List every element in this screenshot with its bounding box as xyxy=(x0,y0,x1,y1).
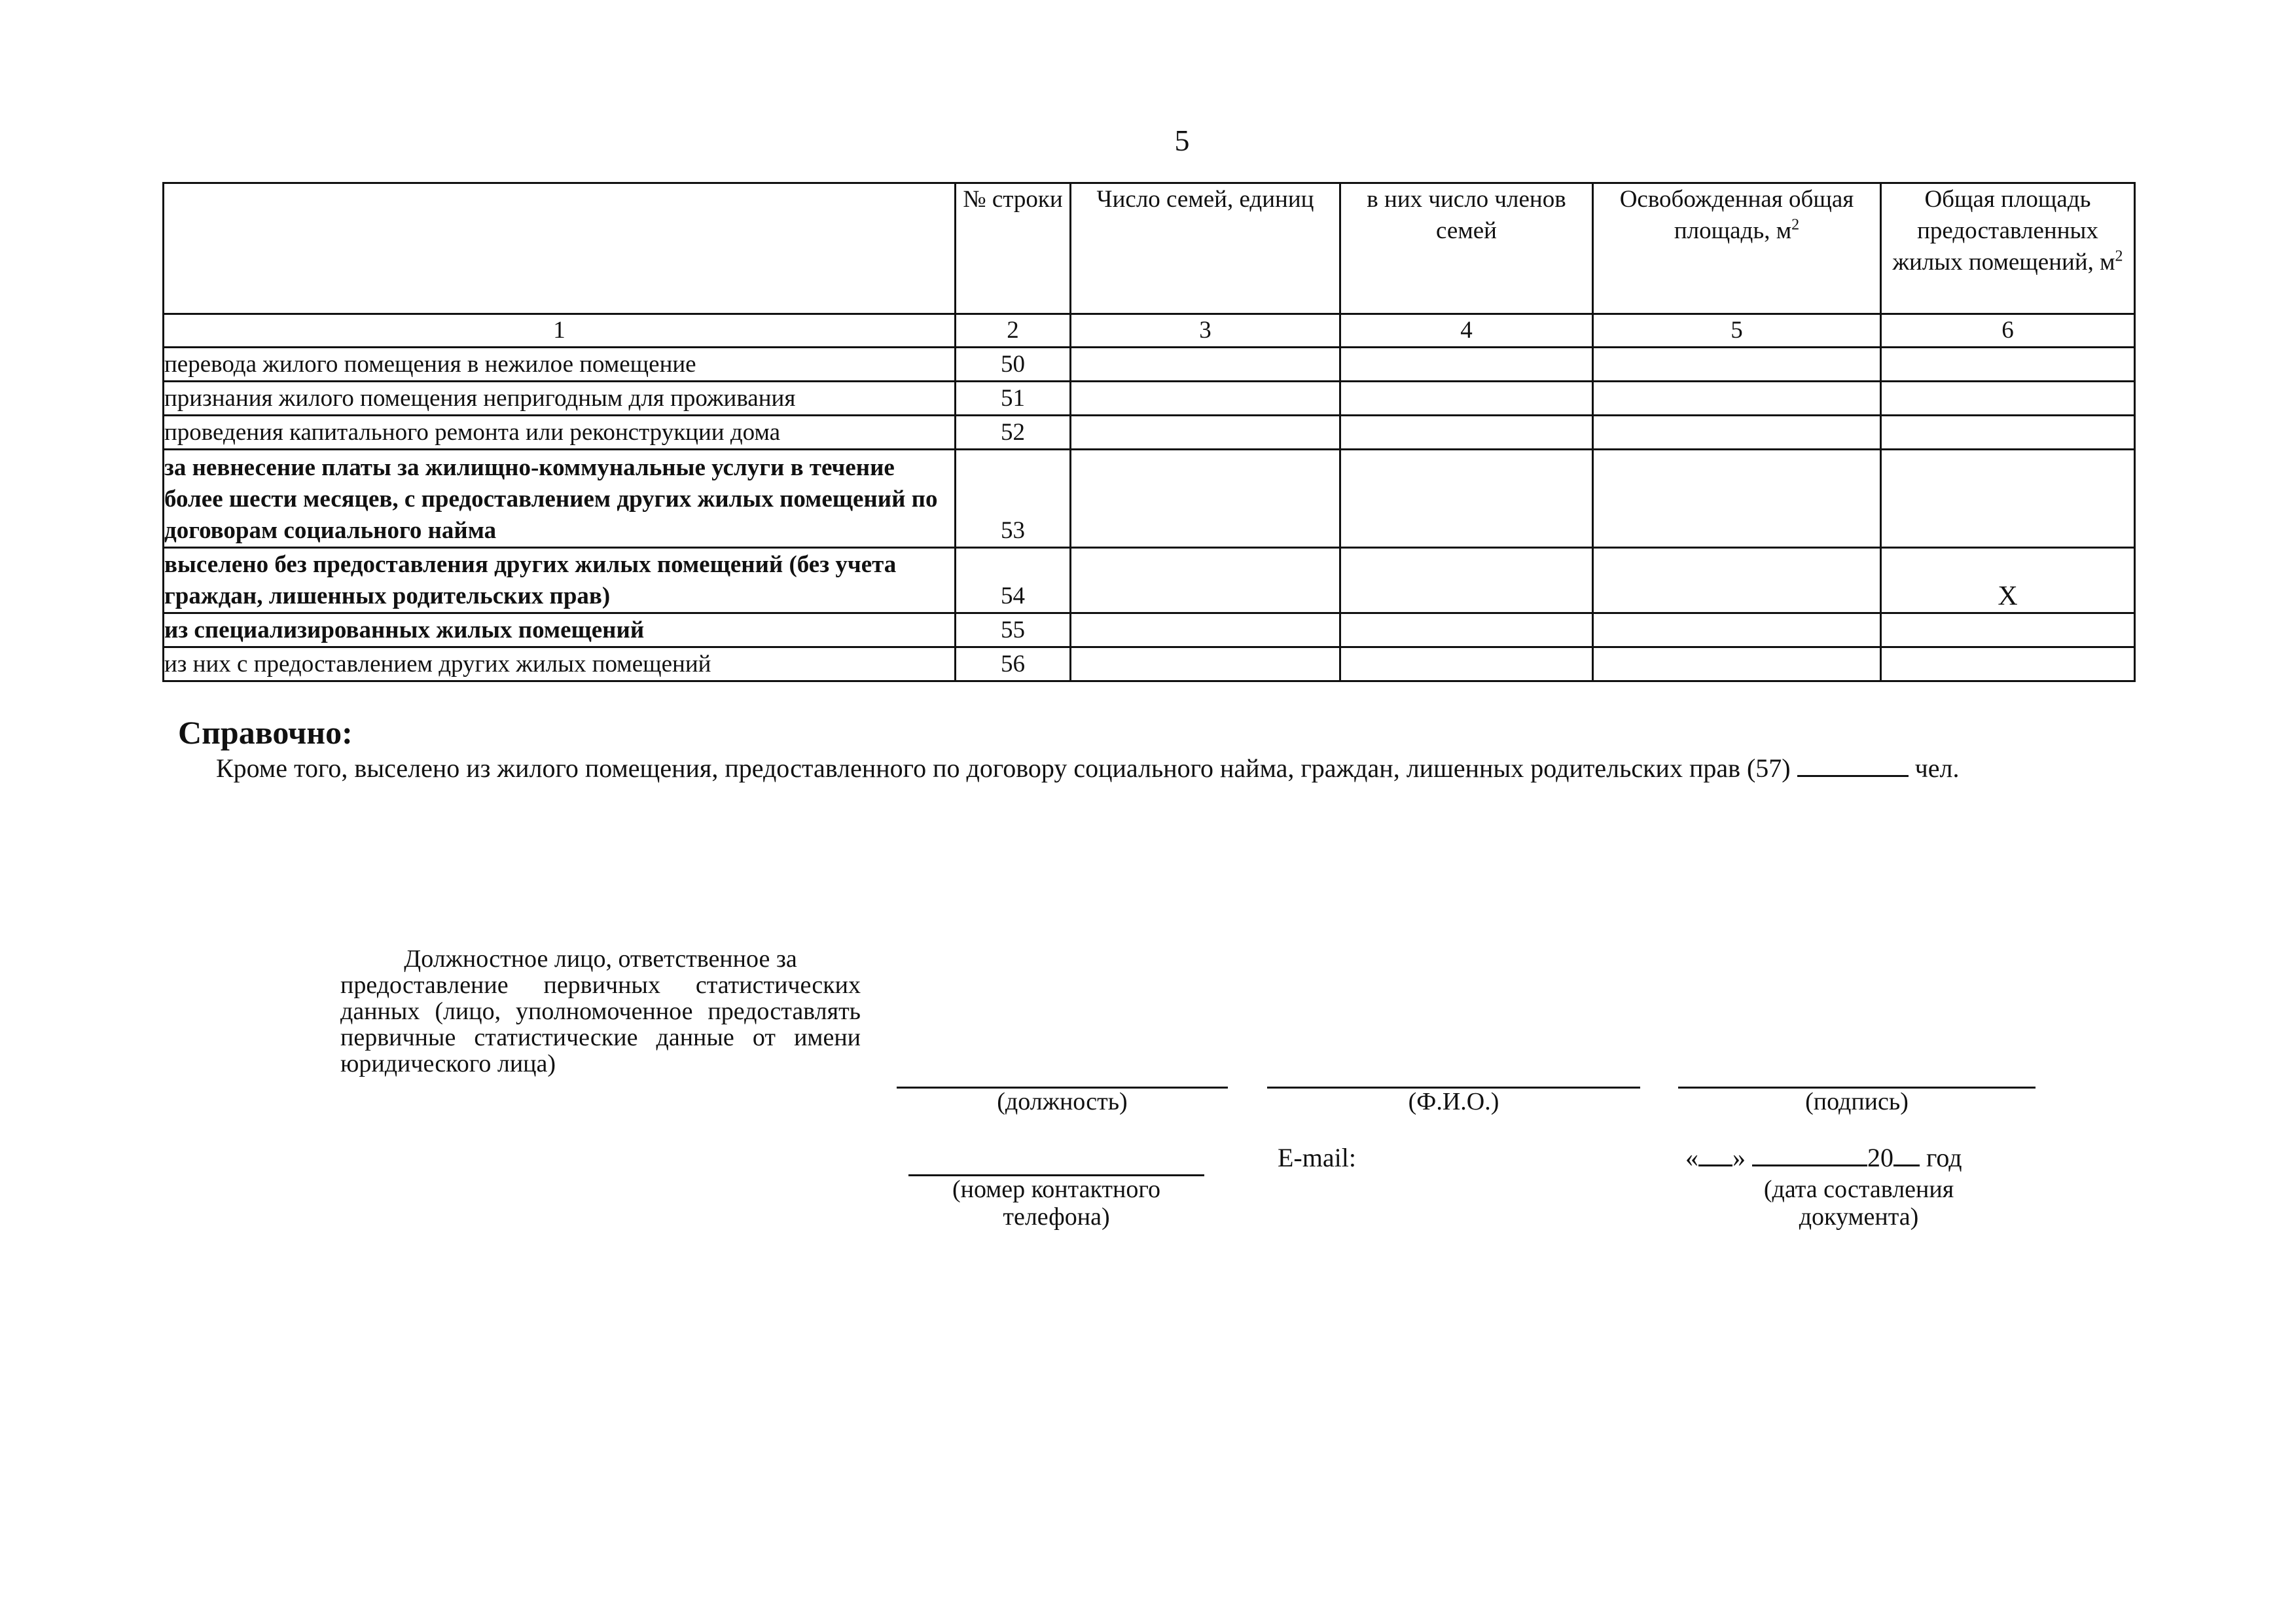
value-cell[interactable] xyxy=(1071,348,1340,382)
housing-eviction-table xyxy=(162,182,2136,682)
page-number: 5 xyxy=(1174,124,1190,157)
row-number: 50 xyxy=(956,348,1071,382)
value-cell[interactable] xyxy=(1071,613,1340,647)
row-number: 53 xyxy=(956,450,1071,548)
header-row-number: № строки xyxy=(956,183,1071,314)
table-row xyxy=(164,647,2135,681)
table-row xyxy=(164,416,2135,450)
value-cell[interactable] xyxy=(1881,348,2135,382)
value-cell[interactable] xyxy=(1881,613,2135,647)
table-row xyxy=(164,548,2135,613)
column-number: 2 xyxy=(956,314,1071,348)
deprived-parents-count-field[interactable] xyxy=(1797,753,1909,777)
value-cell[interactable] xyxy=(1881,382,2135,416)
value-cell[interactable] xyxy=(1340,450,1593,548)
header-family-members: в них число членов семей xyxy=(1340,183,1593,314)
table-row xyxy=(164,613,2135,647)
table-row xyxy=(164,450,2135,548)
column-number: 3 xyxy=(1071,314,1340,348)
value-cell[interactable] xyxy=(1071,450,1340,548)
header-provided-area-sup: 2 xyxy=(2115,247,2123,265)
date-open-quote: « xyxy=(1685,1143,1698,1172)
email-field xyxy=(1278,1142,1356,1173)
value-cell[interactable] xyxy=(1071,416,1340,450)
date-year-prefix: 20 xyxy=(1867,1143,1893,1172)
not-applicable-mark: X xyxy=(1881,548,2135,613)
row-label: проведения капитального ремонта или реконструкции дома xyxy=(164,416,956,450)
date-caption: (дата составления документа) xyxy=(1763,1176,1954,1231)
column-number: 1 xyxy=(164,314,956,348)
row-label: выселено без предоставления других жилых помещений (без учета граждан, лишенных родительских прав) xyxy=(164,548,956,613)
position-caption: (должность) xyxy=(997,1088,1128,1115)
header-provided-area-text: Общая площадь предоставленных жилых помещений, м xyxy=(1892,186,2115,276)
value-cell[interactable] xyxy=(1593,450,1881,548)
email-label: E-mail: xyxy=(1278,1143,1356,1172)
value-cell[interactable] xyxy=(1593,348,1881,382)
column-number-row xyxy=(164,314,2135,348)
header-families-count: Число семей, единиц xyxy=(1071,183,1340,314)
header-freed-area xyxy=(1593,183,1881,314)
header-freed-area-text: Освобожденная общая площадь, м xyxy=(1619,186,1854,244)
column-number: 6 xyxy=(1881,314,2135,348)
value-cell[interactable] xyxy=(1593,548,1881,613)
value-cell[interactable] xyxy=(1340,613,1593,647)
official-first-line: Должностное лицо, ответственное за xyxy=(404,945,797,973)
table-row xyxy=(164,348,2135,382)
reference-title: Справочно: xyxy=(178,714,353,751)
table-row xyxy=(164,382,2135,416)
header-col-1 xyxy=(164,183,956,314)
official-description xyxy=(340,946,861,1077)
fio-caption: (Ф.И.О.) xyxy=(1408,1088,1499,1115)
value-cell[interactable] xyxy=(1593,613,1881,647)
value-cell[interactable] xyxy=(1340,647,1593,681)
date-close-quote: » xyxy=(1732,1143,1746,1172)
value-cell[interactable] xyxy=(1881,450,2135,548)
row-label: перевода жилого помещения в нежилое помещение xyxy=(164,348,956,382)
header-freed-area-sup: 2 xyxy=(1791,216,1800,234)
value-cell[interactable] xyxy=(1340,548,1593,613)
value-cell[interactable] xyxy=(1881,416,2135,450)
row-number: 51 xyxy=(956,382,1071,416)
value-cell[interactable] xyxy=(1593,647,1881,681)
date-year-suffix: год xyxy=(1926,1143,1962,1172)
header-provided-area xyxy=(1881,183,2135,314)
value-cell[interactable] xyxy=(1340,348,1593,382)
row-number: 54 xyxy=(956,548,1071,613)
value-cell[interactable] xyxy=(1593,382,1881,416)
reference-text-before: Кроме того, выселено из жилого помещения, предоставленного по договору социального найма, граждан, лишенных родительских прав (57) xyxy=(216,753,1791,783)
column-number: 5 xyxy=(1593,314,1881,348)
row-number: 56 xyxy=(956,647,1071,681)
value-cell[interactable] xyxy=(1071,548,1340,613)
value-cell[interactable] xyxy=(1593,416,1881,450)
date-field xyxy=(1685,1142,1962,1173)
phone-caption: (номер контактного телефона) xyxy=(952,1176,1161,1231)
reference-text-after: чел. xyxy=(1914,753,1960,783)
column-number: 4 xyxy=(1340,314,1593,348)
date-month-line[interactable] xyxy=(1752,1142,1867,1166)
row-label: из специализированных жилых помещений xyxy=(164,613,956,647)
date-day-line[interactable] xyxy=(1698,1142,1732,1166)
table-header-row xyxy=(164,183,2135,314)
row-number: 52 xyxy=(956,416,1071,450)
official-rest: предоставление первичных статистических данных (лицо, уполномоченное предоставлять первичные статистические данные от имени юридического лица) xyxy=(340,971,861,1077)
value-cell[interactable] xyxy=(1881,647,2135,681)
value-cell[interactable] xyxy=(1071,382,1340,416)
row-label: из них с предоставлением других жилых помещений xyxy=(164,647,956,681)
value-cell[interactable] xyxy=(1340,382,1593,416)
reference-text xyxy=(216,753,1959,784)
row-number: 55 xyxy=(956,613,1071,647)
row-label: за невнесение платы за жилищно-коммунальные услуги в течение более шести месяцев, с предоставлением других жилых помещений по договорам социального найма xyxy=(164,450,956,548)
date-year-line[interactable] xyxy=(1893,1142,1920,1166)
value-cell[interactable] xyxy=(1071,647,1340,681)
value-cell[interactable] xyxy=(1340,416,1593,450)
signature-caption: (подпись) xyxy=(1805,1088,1909,1115)
row-label: признания жилого помещения непригодным для проживания xyxy=(164,382,956,416)
